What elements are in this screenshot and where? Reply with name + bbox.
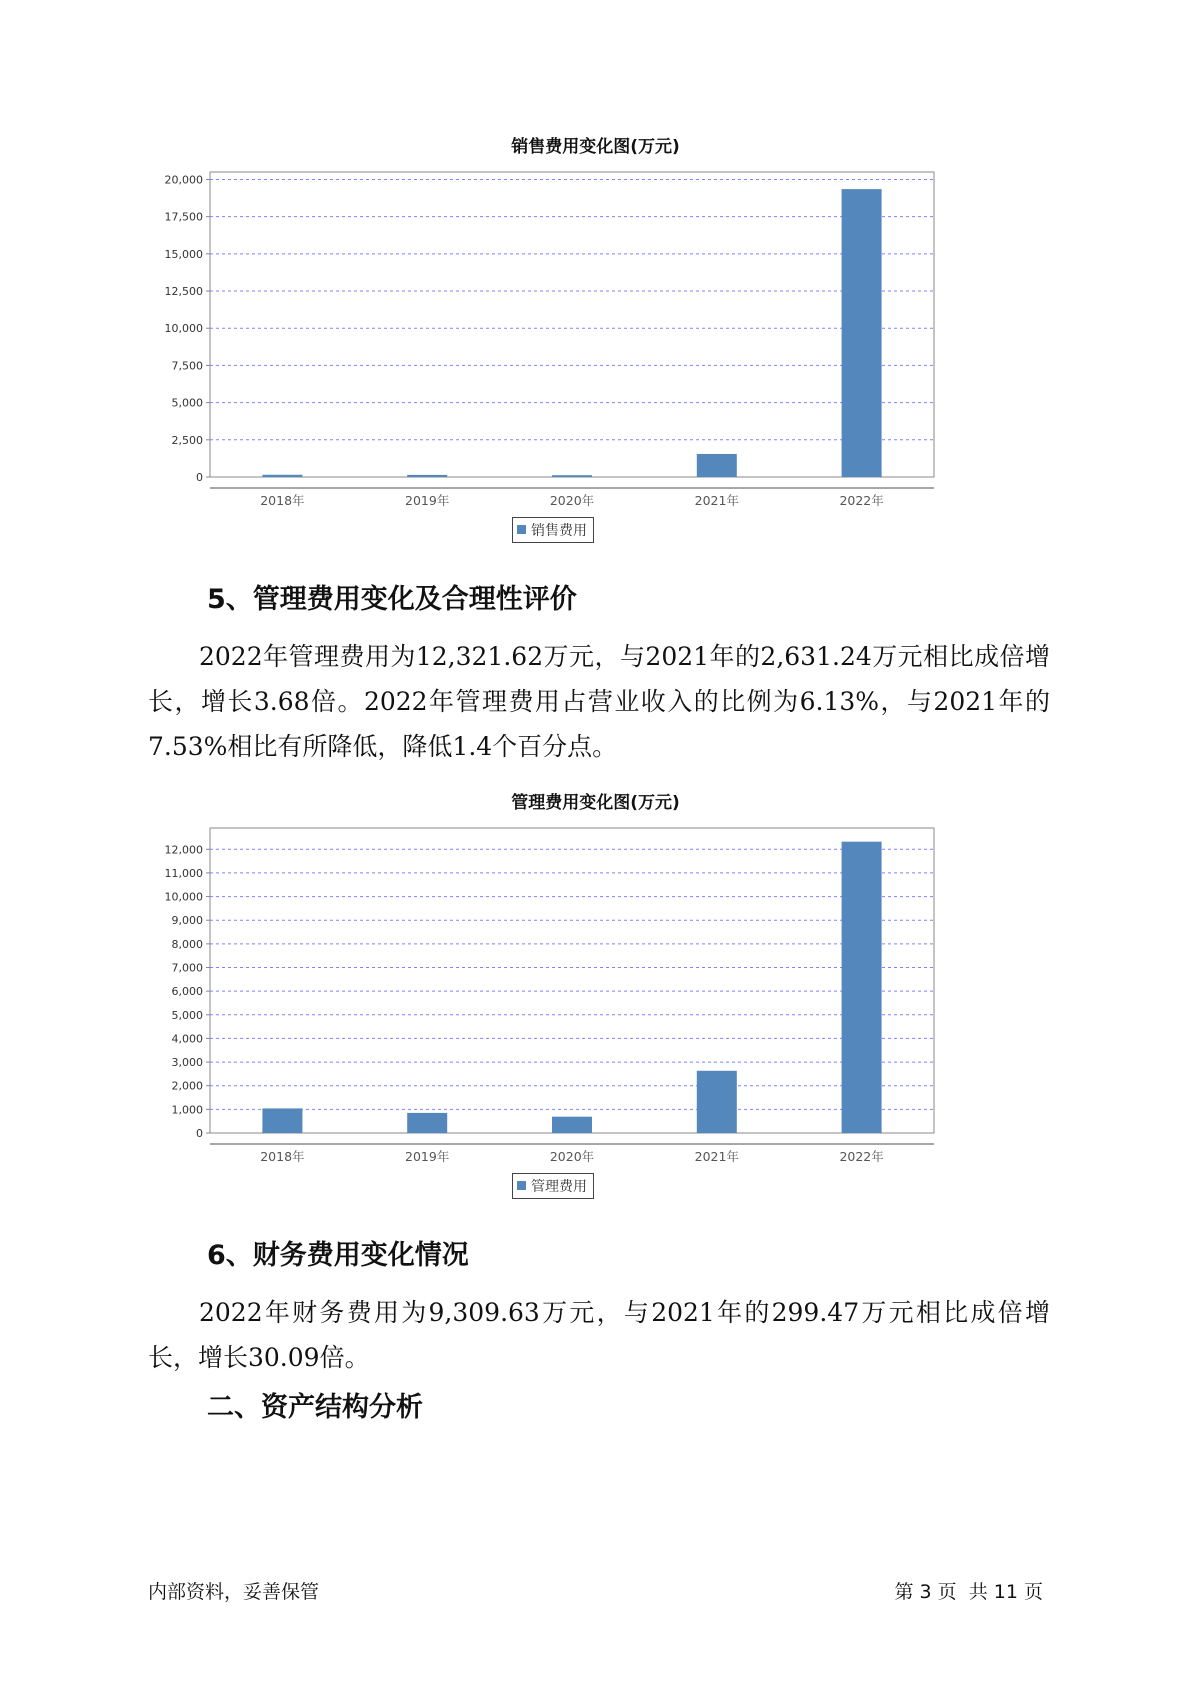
section-5-heading: 5、管理费用变化及合理性评价 bbox=[207, 584, 577, 615]
y-tick-label: 11,000 bbox=[164, 866, 203, 880]
bar bbox=[842, 189, 882, 477]
bar bbox=[552, 475, 592, 477]
y-tick-label: 5,000 bbox=[171, 396, 203, 410]
sales-expense-chart bbox=[150, 160, 1030, 510]
x-tick-label: 2021年 bbox=[694, 493, 739, 508]
y-tick-label: 20,000 bbox=[164, 173, 203, 187]
y-tick-label: 6,000 bbox=[171, 985, 203, 999]
x-tick-label: 2020年 bbox=[549, 493, 595, 508]
y-tick-label: 2,000 bbox=[171, 1079, 203, 1093]
legend-swatch bbox=[517, 1181, 526, 1190]
footer-confidential-note: 内部资料，妥善保管 bbox=[148, 1581, 320, 1603]
y-tick-label: 4,000 bbox=[171, 1032, 203, 1046]
y-tick-label: 15,000 bbox=[164, 247, 203, 261]
bar bbox=[842, 842, 882, 1133]
mgmt-chart-legend bbox=[512, 1173, 594, 1199]
legend-swatch bbox=[517, 525, 526, 534]
footer-page-number: 第 3 页 共 11 页 bbox=[894, 1581, 1043, 1603]
bar bbox=[407, 475, 447, 477]
x-tick-label: 2022年 bbox=[839, 493, 884, 508]
y-tick-label: 0 bbox=[196, 1127, 203, 1140]
legend-label: 管理费用 bbox=[531, 1179, 587, 1195]
y-tick-label: 10,000 bbox=[164, 322, 203, 336]
bar bbox=[407, 1113, 447, 1133]
y-tick-label: 8,000 bbox=[171, 937, 203, 951]
plot-area bbox=[210, 172, 934, 477]
section-6-heading: 6、财务费用变化情况 bbox=[207, 1240, 469, 1271]
y-tick-label: 0 bbox=[196, 471, 203, 484]
sales-chart-legend bbox=[512, 517, 594, 543]
y-tick-label: 7,000 bbox=[171, 961, 203, 975]
mgmt-chart-title: 管理费用变化图(万元) bbox=[511, 793, 680, 813]
x-tick-label: 2022年 bbox=[839, 1149, 884, 1164]
section-6-paragraph: 2022年财务费用为9,309.63万元，与2021年的299.47万元相比成倍增长，增长30.09倍。 bbox=[148, 1298, 1050, 1372]
bar bbox=[697, 454, 737, 477]
x-tick-label: 2018年 bbox=[260, 1149, 305, 1164]
sales-chart-title: 销售费用变化图(万元) bbox=[511, 137, 680, 157]
bar bbox=[262, 1108, 302, 1133]
y-tick-label: 5,000 bbox=[171, 1008, 203, 1022]
x-tick-label: 2019年 bbox=[405, 493, 450, 508]
legend-label: 销售费用 bbox=[531, 523, 587, 539]
y-tick-label: 7,500 bbox=[171, 359, 203, 373]
section-2-heading: 二、资产结构分析 bbox=[207, 1392, 423, 1423]
y-tick-label: 12,000 bbox=[164, 843, 203, 857]
x-tick-label: 2019年 bbox=[405, 1149, 450, 1164]
plot-area bbox=[210, 828, 934, 1133]
x-tick-label: 2018年 bbox=[260, 493, 305, 508]
y-tick-label: 3,000 bbox=[171, 1056, 203, 1070]
bar bbox=[552, 1117, 592, 1133]
y-tick-label: 1,000 bbox=[171, 1103, 203, 1117]
bar bbox=[697, 1071, 737, 1133]
x-tick-label: 2021年 bbox=[694, 1149, 739, 1164]
y-tick-label: 2,500 bbox=[171, 433, 203, 447]
section-5-paragraph: 2022年管理费用为12,321.62万元，与2021年的2,631.24万元相比成倍增长，增长3.68倍。2022年管理费用占营业收入的比例为6.13%，与2021年的7.53%相比有所降低，降低1.4个百分点。 bbox=[148, 642, 1050, 761]
bar bbox=[262, 475, 302, 477]
x-tick-label: 2020年 bbox=[549, 1149, 595, 1164]
y-tick-label: 10,000 bbox=[164, 890, 203, 904]
mgmt-expense-chart bbox=[150, 816, 1030, 1166]
y-tick-label: 17,500 bbox=[164, 210, 203, 224]
y-tick-label: 9,000 bbox=[171, 914, 203, 928]
y-tick-label: 12,500 bbox=[164, 285, 203, 299]
